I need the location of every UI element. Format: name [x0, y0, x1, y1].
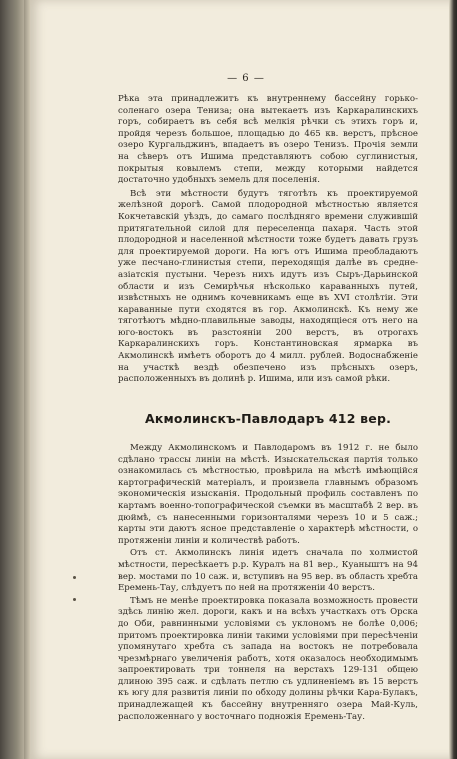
margin-mark	[73, 598, 76, 601]
section1-text	[118, 94, 418, 386]
page-edge	[449, 0, 457, 759]
section2-text	[118, 443, 418, 723]
book-binding	[0, 0, 24, 759]
paragraph: Рѣка эта принадлежитъ къ внутреннему бассейну горько-соленаго озера Тениза; она вытекаетъ изъ Каркаралинскихъ горъ, собираетъ въ себя всѣ мелкія рѣчки съ этихъ горъ и, пройдя черезъ большое, площадью до 465 кв. верстъ, прѣсное озеро Кургальджинъ, впадаетъ въ озеро Тенизъ. Прочія земли на сѣверъ отъ Ишима представляютъ собою суглинистыя, покрытыя ковылемъ степи, между которыми найдется достаточно удобныхъ земель для поселенія.	[118, 94, 418, 186]
paragraph: Отъ ст. Акмолинскъ линія идетъ сначала по холмистой мѣстности, пересѣкаетъ р.р. Куралъ на 81 вер., Куаныштъ на 94 вер. мостами по 10 саж. и, вступивъ на 95 вер. въ область хребта Еремень-Тау, слѣдуетъ по ней на протяженіи 40 верстъ.	[118, 548, 418, 594]
section-heading: Акмолинскъ-Павлодаръ 412 вер.	[144, 411, 392, 426]
paragraph: Тѣмъ не менѣе проектировка показала возможность провести здѣсь линію жел. дороги, какъ и на всѣхъ участкахъ отъ Орска до Оби, равнинными условіями съ уклономъ не болѣе 0,006; притомъ проектировка линіи такими условіями при пересѣченіи упомянутаго хребта съ запада на востокъ не потребовала чрезмѣрнаго увеличенія работъ, хотя оказалось необходимымъ запроектировать три тоннеля на верстахъ 129-131 общею длиною 395 саж. и сдѣлать петлю съ удлиненіемъ въ 15 верстъ къ югу для развитія линіи по обходу долины рѣчки Кара-Булакъ, принадлежащей къ бассейну внутренняго озера Май-Куль, расположеннаго у восточнаго подножія Еремень-Тау.	[118, 595, 418, 722]
page-number: — 6 —	[227, 73, 265, 84]
paragraph: Всѣ эти мѣстности будутъ тяготѣть къ проектируемой желѣзной дорогѣ. Самой плодородной мѣстностью является Кокчетавскій уѣздъ, до самаго послѣдняго времени служившій притягательной силой для переселенца пахаря. Часть этой плодородной и населенной мѣстности тоже будетъ давать грузъ для проектируемой дороги. На югъ отъ Ишима преобладаютъ уже песчано-глинистыя степи, переходящія далѣе въ средне-азіатскія пустыни. Черезъ нихъ идутъ изъ Сыръ-Дарьинской области и изъ Семирѣчья нѣсколько караванныхъ путей, извѣстныхъ не однимъ кочевникамъ еще въ XVI столѣтіи. Эти караванные пути сходятся въ гор. Акмолинскѣ. Къ нему же тяготѣютъ мѣдно-плавильные заводы, находящіеся отъ него на юго-востокъ въ разстояніи 200 верстъ, въ отрогахъ Каркаралинскихъ горъ. Константиновская ярмарка въ Акмолинскѣ имѣетъ оборотъ до 4 милл. рублей. Водоснабженіе на участкѣ вездѣ обезпечено изъ прѣсныхъ озеръ, расположенныхъ въ долинѣ р. Ишима, или изъ самой рѣки.	[118, 188, 418, 385]
paragraph: Между Акмолинскомъ и Павлодаромъ въ 1912 г. не было сдѣлано трассы линіи на мѣстѣ. Изыскательская партія только ознакомилась съ мѣстностью, провѣрила на мѣстѣ имѣющійся картографическій матеріалъ, и произвела главнымъ образомъ экономическія изысканія. Продольный профиль составленъ по картамъ военно-топографической съемки въ масштабѣ 2 вер. въ дюймѣ, съ нанесенными горизонталями черезъ 10 и 5 саж.; карты эти даютъ ясное представленіе о характерѣ мѣстности, о протяженіи линіи и количествѣ работъ.	[118, 443, 418, 546]
margin-mark	[73, 576, 76, 579]
